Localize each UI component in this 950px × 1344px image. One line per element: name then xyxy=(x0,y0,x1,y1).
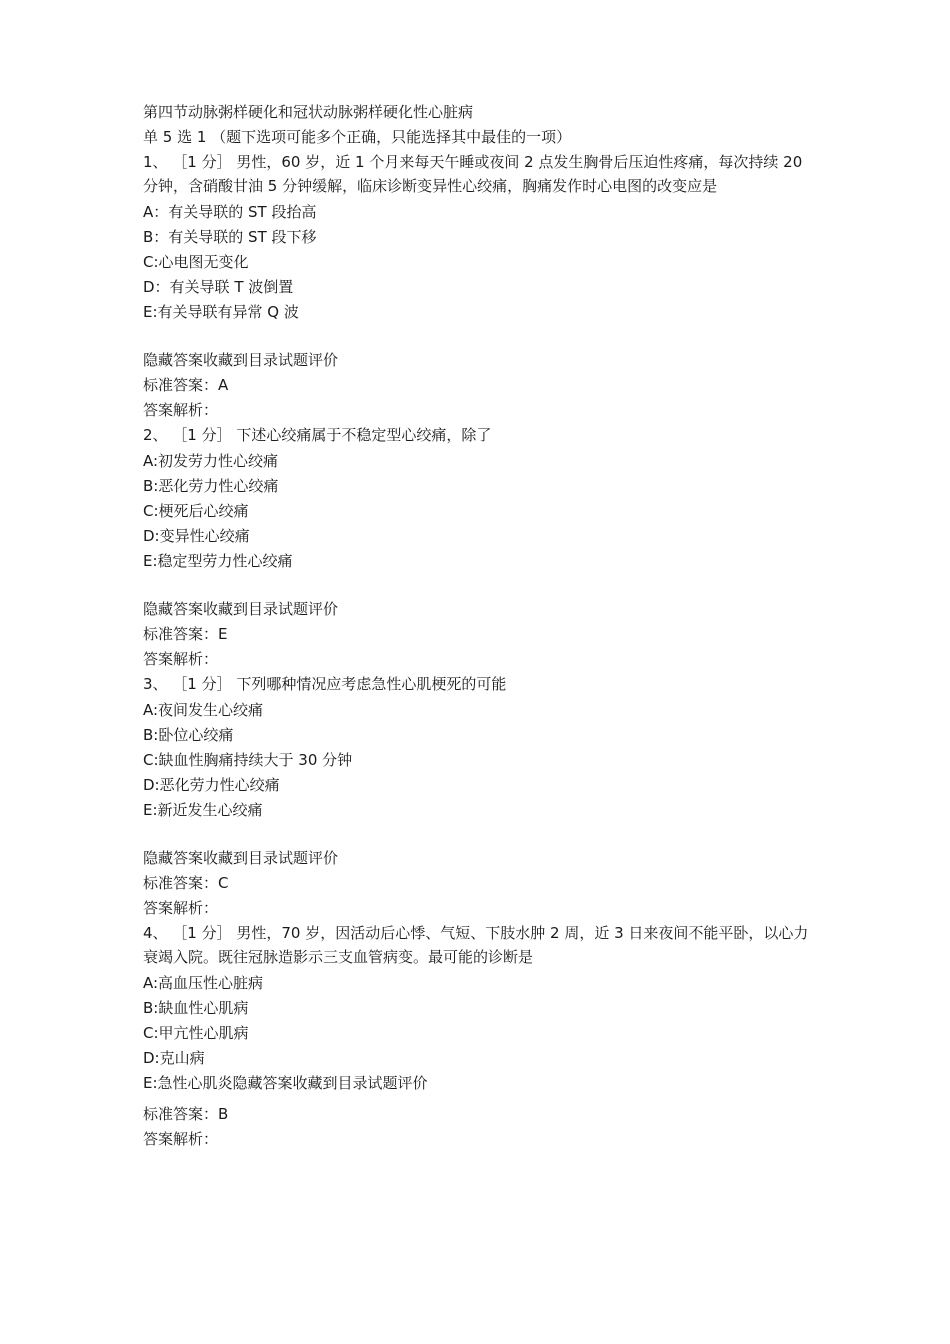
question-stem: 4、 ［1 分］ 男性，70 岁，因活动后心悸、气短、下肢水肿 2 周，近 3 日来夜间不能平卧，以心力衰竭入院。既往冠脉造影示三支血管病变。最可能的诊断是 xyxy=(143,924,809,966)
option-b: B:恶化劳力性心绞痛 xyxy=(143,477,279,495)
option-a: A:高血压性心脏病 xyxy=(143,974,264,992)
question-type-instruction: 单 5 选 1 （题下选项可能多个正确，只能选择其中最佳的一项） xyxy=(143,128,572,146)
standard-answer: 标准答案：E xyxy=(143,625,228,643)
option-c: C:甲亢性心肌病 xyxy=(143,1024,249,1042)
answer-actions: 隐藏答案收藏到目录试题评价 xyxy=(143,600,339,618)
answer-actions: 隐藏答案收藏到目录试题评价 xyxy=(143,849,339,867)
question-3 xyxy=(143,672,813,921)
option-e: E:稳定型劳力性心绞痛 xyxy=(143,552,293,570)
option-c: C:缺血性胸痛持续大于 30 分钟 xyxy=(143,751,353,769)
question-4 xyxy=(143,921,813,1152)
question-2 xyxy=(143,423,813,672)
option-d: D:变异性心绞痛 xyxy=(143,527,250,545)
answer-actions: 隐藏答案收藏到目录试题评价 xyxy=(143,351,339,369)
option-a: A：有关导联的 ST 段抬高 xyxy=(143,203,317,221)
option-d: D:克山病 xyxy=(143,1049,205,1067)
option-a: A:初发劳力性心绞痛 xyxy=(143,452,279,470)
standard-answer: 标准答案：A xyxy=(143,376,229,394)
option-c: C:心电图无变化 xyxy=(143,253,249,271)
answer-analysis: 答案解析： xyxy=(143,1130,219,1148)
question-stem: 2、 ［1 分］ 下述心绞痛属于不稳定型心绞痛，除了 xyxy=(143,426,492,444)
option-b: B:卧位心绞痛 xyxy=(143,726,234,744)
option-d: D：有关导联 T 波倒置 xyxy=(143,278,294,296)
option-b: B:缺血性心肌病 xyxy=(143,999,249,1017)
answer-analysis: 答案解析： xyxy=(143,899,219,917)
answer-analysis: 答案解析： xyxy=(143,650,219,668)
option-e: E:急性心肌炎隐藏答案收藏到目录试题评价 xyxy=(143,1074,428,1092)
document-page xyxy=(143,100,813,1152)
option-d: D:恶化劳力性心绞痛 xyxy=(143,776,280,794)
answer-analysis: 答案解析： xyxy=(143,401,219,419)
question-stem: 3、 ［1 分］ 下列哪种情况应考虑急性心肌梗死的可能 xyxy=(143,675,507,693)
section-title: 第四节动脉粥样硬化和冠状动脉粥样硬化性心脏病 xyxy=(143,103,474,121)
standard-answer: 标准答案：C xyxy=(143,874,229,892)
standard-answer: 标准答案：B xyxy=(143,1105,229,1123)
option-b: B：有关导联的 ST 段下移 xyxy=(143,228,317,246)
question-1 xyxy=(143,150,813,423)
question-stem: 1、 ［1 分］ 男性，60 岁，近 1 个月来每天午睡或夜间 2 点发生胸骨后压迫性疼痛，每次持续 20 分钟，含硝酸甘油 5 分钟缓解，临床诊断变异性心绞痛，胸痛发作时心电图的改变应是 xyxy=(143,153,803,195)
option-a: A:夜间发生心绞痛 xyxy=(143,701,264,719)
option-c: C:梗死后心绞痛 xyxy=(143,502,249,520)
option-e: E:新近发生心绞痛 xyxy=(143,801,263,819)
option-e: E:有关导联有异常 Q 波 xyxy=(143,303,299,321)
